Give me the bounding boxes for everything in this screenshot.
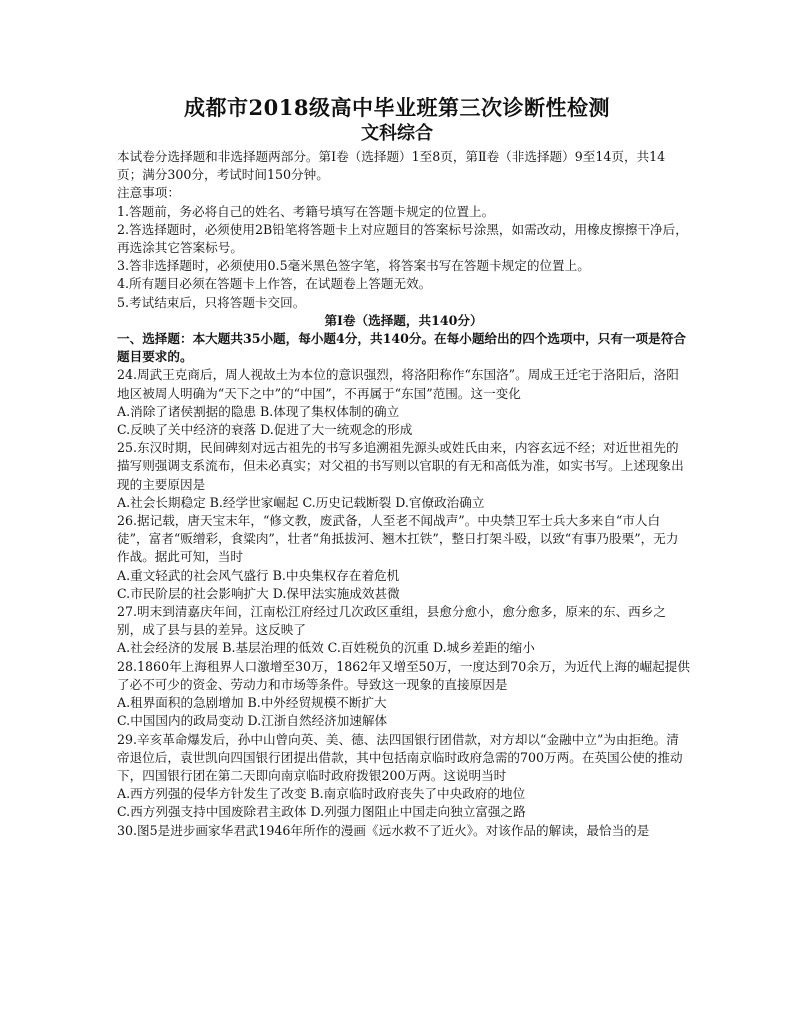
question-options: A.重文轻武的社会风气盛行 B.中央集权存在着危机 — [117, 567, 400, 583]
notice-item: 5.考试结束后，只将答题卡交回。 — [117, 294, 306, 310]
question-stem: 30.图5是进步画家华君武1946年所作的漫画《远水救不了近火》。对该作品的解读，最恰当的是 — [117, 822, 650, 838]
question-options: C.反映了关中经济的衰落 D.促进了大一统观念的形成 — [117, 422, 413, 438]
question-30 — [117, 822, 690, 840]
question-options: C.中国国内的政局变动 D.江浙自然经济加速解体 — [117, 713, 388, 729]
question-stem: 28.1860年上海租界人口激增至30万，1862年又增至50万，一度达到70余万，为近代上海的崛起提供了必不可少的资金、劳动力和市场等条件。导致这一现象的直接原因是 — [117, 658, 690, 692]
intro-paragraph: 本试卷分选择题和非选择题两部分。第Ⅰ卷（选择题）1至8页，第Ⅱ卷（非选择题）9至14页，共14页；满分300分，考试时间150分钟。 — [117, 149, 666, 183]
notice-item: 1.答题前，务必将自己的姓名、考籍号填写在答题卡规定的位置上。 — [117, 203, 495, 219]
section-title: 第Ⅰ卷（选择题，共140分） — [324, 312, 483, 328]
question-29 — [117, 731, 690, 822]
question-options: A.社会经济的发展 B.基层治理的低效 C.百姓税负的沉重 D.城乡差距的缩小 — [117, 640, 535, 656]
question-options: A.西方列强的侵华方针发生了改变 B.南京临时政府丧失了中央政府的地位 — [117, 786, 526, 802]
question-options: C.西方列强支持中国废除君主政体 D.列强力图阻止中国走向独立富强之路 — [117, 804, 526, 820]
question-stem: 25.东汉时期，民间碑刻对远古祖先的书写多追溯祖先源头或姓氏由来，内容玄远不经；对近世祖先的描写则强调支系流布，但未必真实；对父祖的书写则以官职的有无和高低为准，如实书写。上述现象出现的主要原因是 — [117, 440, 684, 492]
question-stem: 29.辛亥革命爆发后，孙中山曾向英、美、德、法四国银行团借款，对方却以“金融中立”为由拒绝。清帝退位后，袁世凯向四国银行团提出借款，其中包括南京临时政府急需的700万两。在英国公使的推动下，四国银行团在第二天即向南京临时政府拨银200万两。这说明当时 — [117, 731, 683, 783]
question-27 — [117, 603, 690, 658]
notice-heading: 注意事项： — [117, 185, 180, 201]
section-instruction: 一、选择题：本大题共35小题，每小题4分，共140分。在每小题给出的四个选项中，只有一项是符合题目要求的。 — [117, 331, 686, 365]
question-stem: 27.明末到清嘉庆年间，江南松江府经过几次政区重组，县愈分愈小，愈分愈多，原来的东、西乡之别，成了县与县的差异。这反映了 — [117, 604, 666, 638]
notice-item: 2.答选择题时，必须使用2B铅笔将答题卡上对应题目的答案标号涂黑，如需改动，用橡皮擦擦干净后，再选涂其它答案标号。 — [117, 221, 688, 256]
question-24 — [117, 366, 690, 439]
document-subtitle: 文科综合 — [361, 123, 433, 144]
question-stem: 26.据记载，唐天宝末年，“修文教，废武备，人至老不闻战声”。中央禁卫军士兵大多来自“市人白徒”，富者“贩缯彩，食粱肉”，壮者“角抵拔河、翘木扛铁”，整日打架斗殴，以致“有事乃股栗”，无力作战。据此可知，当时 — [117, 513, 679, 565]
notice-item: 3.答非选择题时，必须使用0.5毫米黑色签字笔，将答案书写在答题卡规定的位置上。 — [117, 258, 590, 274]
question-28 — [117, 658, 690, 731]
question-stem: 24.周武王克商后，周人视故土为本位的意识强烈，将洛阳称作“东国洛”。周成王迁宅于洛阳后，洛阳地区被周人明确为“天下之中”的“中国”，不再属于“东国”范围。这一变化 — [117, 367, 679, 401]
question-options: A.消除了诸侯割据的隐患 B.体现了集权体制的确立 — [117, 403, 400, 419]
notice-item: 4.所有题目必须在答题卡上作答，在试题卷上答题无效。 — [117, 276, 432, 292]
question-26 — [117, 512, 690, 603]
question-options: A.租界面积的急剧增加 B.中外经贸规模不断扩大 — [117, 695, 387, 711]
question-25 — [117, 439, 690, 512]
document-body — [117, 148, 690, 840]
document-title: 成都市2018级高中毕业班第三次诊断性检测 — [184, 95, 610, 120]
question-options: C.市民阶层的社会影响扩大 D.保甲法实施成效甚微 — [117, 585, 400, 601]
question-options: A.社会长期稳定 B.经学世家崛起 C.历史记载断裂 D.官僚政治确立 — [117, 494, 485, 510]
